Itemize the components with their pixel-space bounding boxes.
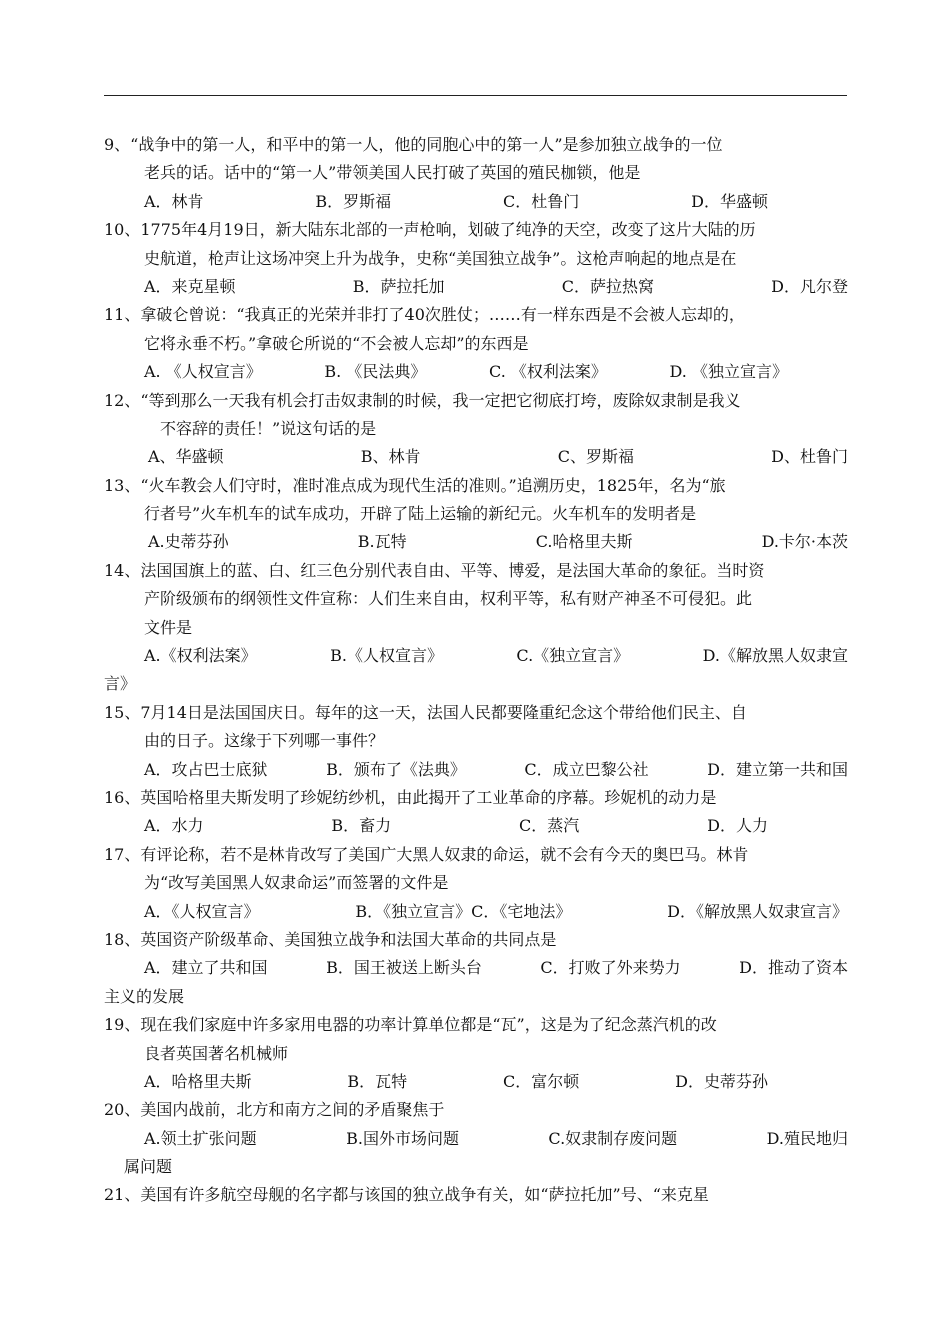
- question-19-stem-line-2: 良者英国著名机械师: [144, 1043, 289, 1063]
- question-19-stem-line-1: 19、现在我们家庭中许多家用电器的功率计算单位都是“瓦”，这是为了纪念蒸汽机的改: [104, 1015, 717, 1035]
- question-9: [104, 131, 848, 216]
- question-13-stem-line-1: 13、“火车教会人们守时，准时准点成为现代生活的准则。”追溯历史，1825年，名为“旅: [104, 475, 726, 495]
- question-10-stem-line-1: 10、1775年4月19日，新大陆东北部的一声枪响，划破了纯净的天空，改变了这片大陆的历: [104, 220, 756, 240]
- question-17-stem-line-2: 为“改写美国黑人奴隶命运”而签署的文件是: [144, 873, 449, 893]
- option-b-c: B．《独立宣言》C．《宅地法》: [355, 901, 572, 921]
- option-c: C．蒸汽: [519, 816, 580, 836]
- question-14-stem-line-3: 文件是: [144, 617, 193, 637]
- option-d: D、杜鲁门: [771, 447, 848, 467]
- question-18-stem-line-1: 18、英国资产阶级革命、美国独立战争和法国大革命的共同点是: [104, 929, 557, 949]
- question-18-option-d-tail: 主义的发展: [104, 986, 185, 1006]
- option-d: D．建立第一共和国: [707, 759, 848, 779]
- question-11-stem-line-1: 11、拿破仑曾说：“我真正的光荣并非打了40次胜仗；……有一样东西是不会被人忘却的，: [104, 305, 745, 325]
- option-a: A．来克星顿: [144, 276, 236, 296]
- option-d: D.卡尔·本茨: [761, 532, 848, 552]
- question-14-option-d-tail: 言》: [104, 674, 137, 694]
- question-14: [104, 557, 848, 699]
- option-d: D．凡尔登: [771, 276, 848, 296]
- question-14-options: [104, 642, 848, 670]
- question-9-stem-line-1: 9、“战争中的第一人，和平中的第一人，他的同胞心中的第一人”是参加独立战争的一位: [104, 135, 723, 154]
- question-20-stem-line-1: 20、美国内战前，北方和南方之间的矛盾聚焦于: [104, 1100, 445, 1120]
- option-a: A．建立了共和国: [144, 958, 268, 978]
- question-13-options: [104, 528, 848, 556]
- option-b: B、林肯: [360, 447, 421, 467]
- question-11-options: [104, 358, 848, 386]
- option-a: A．《人权宣言》: [144, 901, 260, 921]
- question-21: [104, 1181, 848, 1209]
- option-c: C．萨拉热窝: [561, 276, 654, 296]
- option-c: C．富尔顿: [503, 1071, 580, 1091]
- question-15-stem-line-1: 15、7月14日是法国国庆日。每年的这一天，法国人民都要隆重纪念这个带给他们民主、自: [104, 702, 747, 722]
- option-c: C.奴隶制存废问题: [548, 1128, 678, 1148]
- option-b: B．畜力: [331, 816, 392, 836]
- option-d: D．史蒂芬孙: [675, 1071, 768, 1091]
- option-d: D．华盛顿: [691, 191, 768, 211]
- option-b: B．颁布了《法典》: [326, 759, 466, 779]
- option-a: A．攻占巴士底狱: [144, 759, 268, 779]
- question-19: [104, 1011, 848, 1096]
- question-15-options: [104, 756, 848, 784]
- option-a: A. 《人权宣言》: [144, 362, 262, 382]
- question-13: [104, 472, 848, 557]
- option-c: C．打败了外来势力: [540, 958, 681, 978]
- option-c: C.哈格里夫斯: [535, 532, 633, 552]
- option-c: C．杜鲁门: [503, 191, 580, 211]
- option-b: B.《人权宣言》: [330, 646, 443, 666]
- option-b: B. 《民法典》: [324, 362, 427, 382]
- option-b: B．瓦特: [347, 1071, 408, 1091]
- question-9-stem-line-2: 老兵的话。话中的“第一人”带领美国人民打破了英国的殖民枷锁，他是: [144, 163, 641, 183]
- question-9-options: [104, 188, 848, 216]
- question-18-options: [104, 954, 848, 982]
- option-c: C．成立巴黎公社: [524, 759, 649, 779]
- question-16: [104, 784, 848, 841]
- option-a: A.《权利法案》: [144, 646, 257, 666]
- question-10-stem-line-2: 史航道，枪声让这场冲突上升为战争，史称“美国独立战争”。这枪声响起的地点是在: [144, 248, 737, 268]
- option-a: A、华盛顿: [148, 447, 224, 467]
- question-17-stem-line-1: 17、有评论称，若不是林肯改写了美国广大黑人奴隶的命运，就不会有今天的奥巴马。林肯: [104, 844, 749, 864]
- option-d: D．人力: [707, 816, 768, 836]
- question-13-stem-line-2: 行者号”火车机车的试车成功，开辟了陆上运输的新纪元。火车机车的发明者是: [144, 504, 697, 524]
- question-19-options: [104, 1068, 848, 1096]
- option-c: C、罗斯福: [557, 447, 634, 467]
- question-15: [104, 699, 848, 784]
- question-20-option-d-tail: 属问题: [124, 1157, 173, 1177]
- question-11-stem-line-2: 它将永垂不朽。”拿破仑所说的“不会被人忘却”的东西是: [144, 333, 529, 353]
- question-15-stem-line-2: 由的日子。这缘于下列哪一事件？: [144, 731, 385, 751]
- question-12-stem-line-2: 不容辞的责任！”说这句话的是: [160, 418, 377, 438]
- option-b: B.瓦特: [357, 532, 407, 552]
- question-12-stem-line-1: 12、“等到那么一天我有机会打击奴隶制的时候，我一定把它彻底打垮，废除奴隶制是我义: [104, 390, 741, 410]
- question-18: [104, 926, 848, 1011]
- option-c: C.《独立宣言》: [516, 646, 630, 666]
- option-a: A．水力: [144, 816, 204, 836]
- question-14-stem-line-2: 产阶级颁布的纲领性文件宣称：人们生来自由，权利平等，私有财产神圣不可侵犯。此: [144, 589, 753, 609]
- option-b: B．罗斯福: [315, 191, 392, 211]
- question-16-options: [104, 812, 848, 840]
- option-d: D.殖民地归: [766, 1128, 848, 1148]
- option-b: B．萨拉托加: [352, 276, 445, 296]
- question-20: [104, 1096, 848, 1181]
- option-b: B.国外市场问题: [346, 1128, 459, 1148]
- question-20-options: [104, 1125, 848, 1153]
- option-a: A.史蒂芬孙: [148, 532, 229, 552]
- option-a: A.领土扩张问题: [144, 1128, 257, 1148]
- option-b: B．国王被送上断头台: [326, 958, 482, 978]
- question-14-stem-line-1: 14、法国国旗上的蓝、白、红三色分别代表自由、平等、博爱，是法国大革命的象征。当时资: [104, 560, 765, 580]
- option-d: D.《解放黑人奴隶宣: [702, 646, 848, 666]
- question-11: [104, 301, 848, 386]
- question-list: [104, 131, 848, 1210]
- option-a: A．林肯: [144, 191, 204, 211]
- question-16-stem-line-1: 16、英国哈格里夫斯发明了珍妮纺纱机，由此揭开了工业革命的序幕。珍妮机的动力是: [104, 787, 717, 807]
- question-17: [104, 841, 848, 926]
- option-d: D. 《独立宣言》: [669, 362, 788, 382]
- question-12: [104, 387, 848, 472]
- option-a: A．哈格里夫斯: [144, 1071, 252, 1091]
- question-10-options: [104, 273, 848, 301]
- question-17-options: [104, 898, 848, 926]
- question-21-stem-line-1: 21、美国有许多航空母舰的名字都与该国的独立战争有关，如“萨拉托加”号、“来克星: [104, 1185, 709, 1205]
- question-10: [104, 216, 848, 301]
- option-d: D．推动了资本: [739, 958, 848, 978]
- option-d: D．《解放黑人奴隶宣言》: [667, 901, 848, 921]
- option-c: C. 《权利法案》: [489, 362, 607, 382]
- header-rule: [104, 95, 847, 96]
- question-12-options: [104, 443, 848, 471]
